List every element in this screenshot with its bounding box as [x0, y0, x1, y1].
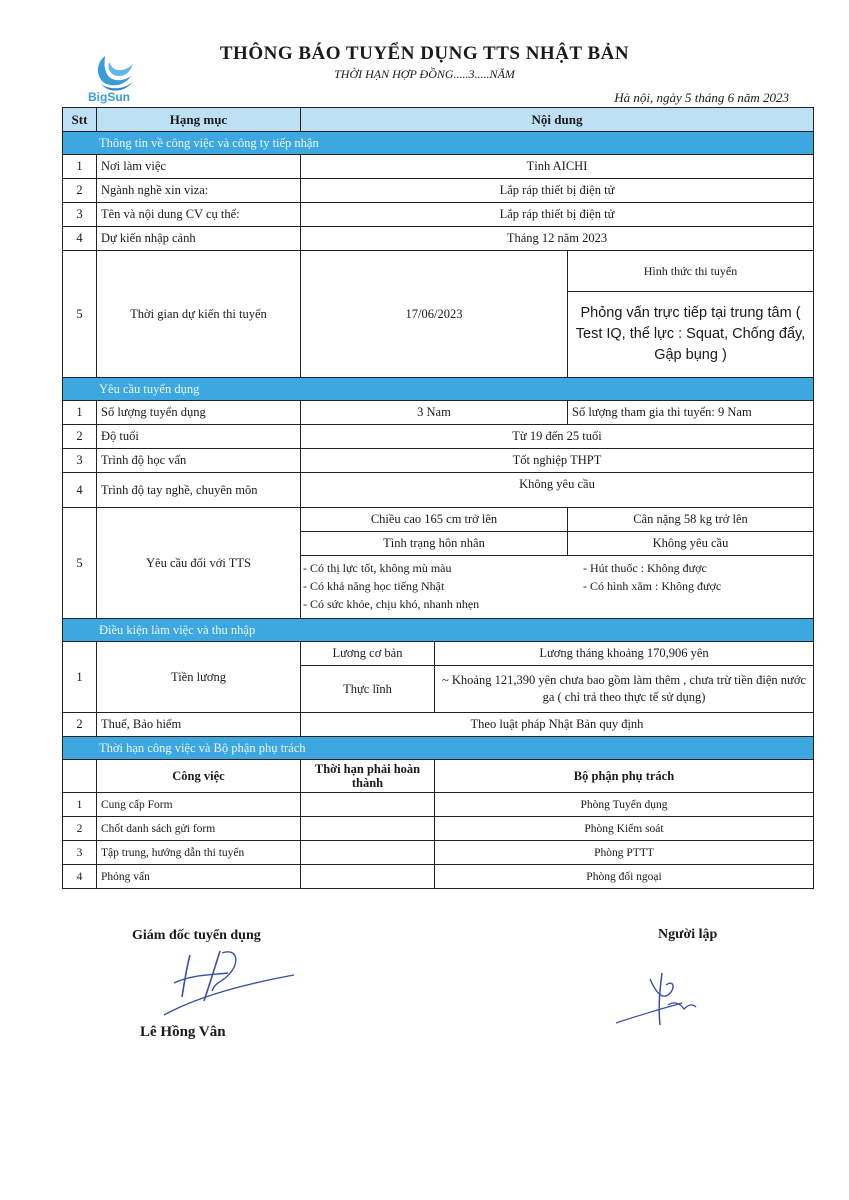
row-label: Ngành nghề xin viza: — [97, 179, 301, 203]
document-title: THÔNG BÁO TUYỂN DỤNG TTS NHẬT BẢN — [219, 43, 630, 64]
row-stt: 4 — [63, 473, 97, 508]
table-row — [63, 155, 814, 179]
row-department: Phòng PTTT — [435, 841, 814, 865]
row-stt: 1 — [63, 793, 97, 817]
table-header — [63, 108, 814, 132]
document-date: Hà nội, ngày 5 tháng 6 năm 2023 — [614, 90, 789, 105]
health-requirements — [301, 556, 814, 619]
table-subheader — [63, 760, 814, 793]
marital-label: Tình trạng hôn nhân — [301, 532, 568, 556]
row-label: Trình độ học vấn — [97, 449, 301, 473]
row-label: Nơi làm việc — [97, 155, 301, 179]
req-smoking: - Hút thuốc : Không được — [583, 561, 707, 575]
row-stt: 2 — [63, 425, 97, 449]
table-row — [63, 713, 814, 737]
basic-salary-value: Lương tháng khoảng 170,906 yên — [435, 642, 814, 666]
row-value: Lắp ráp thiết bị điện tử — [301, 203, 814, 227]
req-japanese: - Có khả năng học tiếng Nhật — [303, 579, 445, 593]
table-row — [63, 227, 814, 251]
logo-text: BigSun — [88, 90, 130, 104]
exam-date: 17/06/2023 — [301, 251, 568, 378]
row-deadline — [301, 865, 435, 889]
req-health: - Có sức khỏe, chịu khó, nhanh nhẹn — [303, 597, 480, 611]
section-job-info: Thông tin về công việc và công ty tiếp nhận — [63, 132, 814, 155]
row-stt: 2 — [63, 817, 97, 841]
row-stt: 5 — [63, 508, 97, 619]
row-task: Tập trung, hướng dẫn thi tuyển — [97, 841, 301, 865]
row-stt: 3 — [63, 841, 97, 865]
director-name: Lê Hồng Vân — [140, 1024, 226, 1040]
row-department: Phòng Tuyển dụng — [435, 793, 814, 817]
row-label: Tên và nội dung CV cụ thể: — [97, 203, 301, 227]
col-task: Công việc — [97, 760, 301, 793]
row-stt: 5 — [63, 251, 97, 378]
col-stt: Stt — [63, 108, 97, 132]
col-deadline: Thời hạn phải hoàn thành — [301, 760, 435, 793]
table-row — [63, 841, 814, 865]
exam-form-value: Phỏng vấn trực tiếp tại trung tâm ( Test IQ, thể lực : Squat, Chống đẩy, Gập bụng ) — [568, 292, 814, 378]
quota-value: 3 Nam — [301, 401, 568, 425]
row-deadline — [301, 841, 435, 865]
row-value: Từ 19 đến 25 tuổi — [301, 425, 814, 449]
table-row — [63, 865, 814, 889]
row-label: Yêu cầu đối với TTS — [97, 508, 301, 619]
row-label: Thuế, Bảo hiểm — [97, 713, 301, 737]
row-value: Tỉnh AICHI — [301, 155, 814, 179]
row-department: Phòng đối ngoại — [435, 865, 814, 889]
marital-value: Không yêu cầu — [568, 532, 814, 556]
row-task: Chốt danh sách gửi form — [97, 817, 301, 841]
row-label: Số lượng tuyển dụng — [97, 401, 301, 425]
req-eyesight: - Có thị lực tốt, không mù màu — [303, 561, 452, 575]
director-signature — [160, 945, 300, 1020]
section-working-conditions: Điều kiện làm việc và thu nhập — [63, 619, 814, 642]
row-stt: 2 — [63, 713, 97, 737]
table-row — [63, 508, 814, 532]
row-deadline — [301, 817, 435, 841]
basic-salary-label: Lương cơ bản — [301, 642, 435, 666]
height-requirement: Chiều cao 165 cm trở lên — [301, 508, 568, 532]
table-row — [63, 642, 814, 666]
row-stt: 1 — [63, 642, 97, 713]
table-row — [63, 473, 814, 508]
row-stt: 3 — [63, 203, 97, 227]
col-category: Hạng mục — [97, 108, 301, 132]
row-value: Theo luật pháp Nhật Bản quy định — [301, 713, 814, 737]
row-task: Cung cấp Form — [97, 793, 301, 817]
row-value: Tháng 12 năm 2023 — [301, 227, 814, 251]
preparer-signature — [610, 965, 710, 1035]
table-row — [63, 251, 814, 292]
recruitment-table — [62, 107, 813, 911]
weight-requirement: Cân nặng 58 kg trở lên — [568, 508, 814, 532]
net-salary-label: Thực lĩnh — [301, 666, 435, 713]
candidates-count: Số lượng tham gia thi tuyển: 9 Nam — [568, 401, 814, 425]
section-deadlines: Thời hạn công việc và Bộ phận phụ trách — [63, 737, 814, 760]
row-department: Phòng Kiểm soát — [435, 817, 814, 841]
row-stt: 1 — [63, 155, 97, 179]
table-row — [63, 425, 814, 449]
row-label: Độ tuổi — [97, 425, 301, 449]
net-salary-value: ~ Khoảng 121,390 yên chưa bao gồm làm thêm , chưa trừ tiền điện nước ga ( chỉ trả theo thực tế sử dụng) — [435, 666, 814, 713]
row-value: Không yêu cầu — [301, 473, 814, 508]
exam-form-label: Hình thức thi tuyển — [568, 251, 814, 292]
table-row — [63, 449, 814, 473]
table-row — [63, 817, 814, 841]
preparer-title: Người lập — [658, 927, 718, 942]
row-stt: 2 — [63, 179, 97, 203]
table-row — [63, 203, 814, 227]
table-row — [63, 793, 814, 817]
director-title: Giám đốc tuyển dụng — [132, 928, 261, 943]
section-requirements: Yêu cầu tuyển dụng — [63, 378, 814, 401]
row-label: Tiền lương — [97, 642, 301, 713]
row-value: Lắp ráp thiết bị điện tử — [301, 179, 814, 203]
row-label: Trình độ tay nghề, chuyên môn — [97, 473, 301, 508]
row-task: Phỏng vấn — [97, 865, 301, 889]
row-value: Tốt nghiệp THPT — [301, 449, 814, 473]
row-stt: 4 — [63, 865, 97, 889]
col-department: Bộ phận phụ trách — [435, 760, 814, 793]
row-stt: 4 — [63, 227, 97, 251]
row-stt: 1 — [63, 401, 97, 425]
table-row — [63, 401, 814, 425]
row-deadline — [301, 793, 435, 817]
col-content: Nội dung — [301, 108, 814, 132]
req-tattoo: - Có hình xăm : Không được — [583, 579, 722, 593]
row-label: Dự kiến nhập cảnh — [97, 227, 301, 251]
table-row — [63, 179, 814, 203]
row-label: Thời gian dự kiến thi tuyển — [97, 251, 301, 378]
row-stt: 3 — [63, 449, 97, 473]
contract-term: THỜI HẠN HỢP ĐỒNG.....3.....NĂM — [334, 67, 515, 81]
